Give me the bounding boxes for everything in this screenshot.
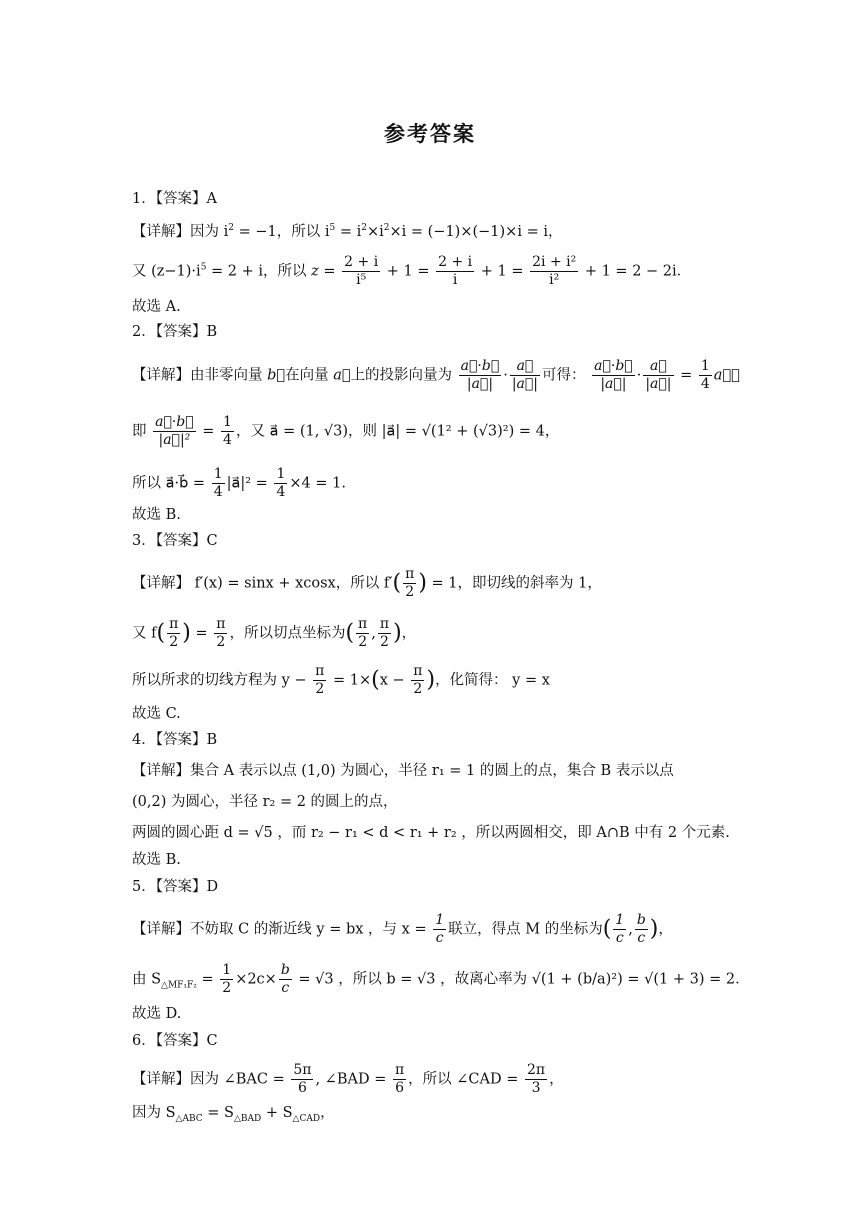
den: 2 [315, 681, 325, 697]
vec-b: b⃗ [267, 367, 286, 384]
page-title: 参考答案 [384, 122, 476, 146]
sup: 2 [383, 223, 390, 233]
q5-detail-line2 [132, 962, 750, 997]
text: ×i = (−1)×(−1)×i = i， [389, 223, 563, 240]
num: b [636, 912, 646, 928]
num: a⃗·b⃗ [460, 358, 500, 374]
den: |a⃗| [466, 376, 494, 392]
num: 5π [293, 1062, 312, 1078]
den: 4 [223, 432, 232, 448]
paren: ( [392, 570, 402, 596]
den: c [615, 930, 624, 946]
q4-answer: 4．【答案】B [132, 732, 218, 748]
num: π [216, 616, 226, 632]
num: 1 [435, 912, 445, 928]
num: π [379, 616, 390, 632]
paren: ) [418, 570, 427, 596]
text: a⃗， [713, 367, 740, 384]
fraction [525, 1062, 547, 1097]
paren: ) [393, 620, 402, 646]
text: 【详解】因为 i [132, 223, 229, 240]
text: ，所以切点坐标为 [229, 625, 346, 642]
num: 1 [213, 466, 223, 482]
paren: ) [426, 667, 436, 693]
fraction [699, 358, 712, 393]
den: 3 [531, 1080, 541, 1096]
var-z: z [311, 263, 319, 280]
paren: ) [649, 916, 659, 942]
text: 可得： [542, 367, 586, 384]
fraction [220, 962, 233, 997]
text: 又 (z−1)·i [132, 263, 201, 280]
text: = [197, 423, 220, 440]
den: 4 [700, 376, 710, 392]
fraction [279, 962, 292, 997]
sup: 5 [329, 223, 336, 233]
num: a⃗ [643, 358, 673, 376]
text: 联立，得点 M 的坐标为 [448, 921, 603, 938]
text: = [190, 625, 213, 642]
fraction [411, 663, 424, 698]
fraction [291, 1062, 313, 1097]
text: , ∠BAD = [315, 1071, 391, 1088]
q2-choice: 故选 B. [132, 507, 181, 523]
sup: 2 [361, 223, 367, 233]
num: π [413, 663, 423, 679]
fraction [212, 466, 225, 501]
q3-detail-line3 [132, 663, 550, 698]
text: 【详解】 f′(x) = sinx + xcosx，所以 f′ [132, 575, 393, 592]
text: = [675, 367, 697, 384]
text: ， [401, 625, 417, 642]
fraction [459, 358, 502, 393]
fraction [530, 254, 578, 289]
text: = −1，所以 i [233, 223, 330, 240]
q1-answer: 1．【答案】A [132, 191, 217, 207]
text: ， [549, 1071, 564, 1088]
q1-detail-line2 [132, 254, 691, 289]
den: i [452, 272, 458, 288]
den: |a⃗| [511, 376, 539, 392]
paren: ( [156, 620, 166, 646]
num: π [394, 1062, 405, 1078]
num: π [358, 616, 368, 632]
text: ×i [366, 223, 384, 240]
num: 1 [276, 466, 286, 482]
fraction [393, 1062, 406, 1097]
paren: ( [371, 667, 380, 693]
text: 即 [132, 423, 152, 440]
den: c [281, 980, 290, 996]
den: i² [549, 272, 560, 288]
q3-choice: 故选 C. [132, 706, 181, 722]
fraction [613, 912, 626, 947]
num: 1 [223, 414, 232, 430]
text: + 1 = 2 − 2i． [580, 263, 692, 280]
text: ， [320, 1105, 335, 1121]
text: 由 S [132, 971, 162, 988]
q4-detail-line1: 【详解】集合 A 表示以点 (1,0) 为圆心，半径 r₁ = 1 的圆上的点，集合 B 表示以点 [132, 763, 674, 779]
fraction [313, 663, 326, 698]
q5-answer: 5．【答案】D [132, 879, 219, 895]
text: ×2c× [235, 971, 277, 988]
paren: ( [345, 620, 355, 646]
text: = 1，即切线的斜率为 1， [426, 575, 602, 592]
sub: △MF₁F₂ [161, 980, 197, 991]
q1-detail-line1 [132, 218, 562, 242]
fraction [510, 358, 540, 393]
text: + 1 = [382, 263, 435, 280]
num: 2 + i [438, 254, 473, 270]
q5-choice: 故选 D. [132, 1006, 182, 1022]
text: 在向量 [285, 367, 334, 384]
fraction [167, 616, 180, 651]
fraction [592, 358, 635, 393]
fraction [433, 912, 446, 947]
text: + 1 = [476, 263, 529, 280]
den: |a⃗| [645, 376, 672, 392]
sub: △CAD [292, 1113, 321, 1124]
num: π [169, 616, 179, 632]
num: π [315, 663, 325, 679]
text: + S [261, 1105, 293, 1121]
text: 因为 S [132, 1105, 176, 1121]
fraction [342, 254, 380, 289]
q2-answer: 2．【答案】B [132, 324, 218, 340]
text: = [196, 971, 219, 988]
den: 4 [213, 484, 223, 500]
sub: △BAD [233, 1113, 262, 1124]
fraction [356, 616, 369, 651]
num: a⃗ [510, 358, 540, 376]
den: 2 [222, 980, 232, 996]
num: b [280, 962, 290, 978]
text: = 1× [328, 672, 372, 689]
den: c [637, 930, 646, 946]
text: = [318, 263, 341, 280]
text: ，所以 ∠CAD = [408, 1071, 523, 1088]
q6-detail-line1 [132, 1062, 564, 1097]
text: 【详解】因为 ∠BAC = [132, 1071, 290, 1088]
q4-detail-line2: (0,2) 为圆心，半径 r₂ = 2 的圆上的点， [132, 794, 398, 810]
num: a⃗·b⃗ [594, 358, 633, 374]
den: 2 [358, 634, 368, 650]
text: |a⃗|² = [226, 475, 273, 492]
text: ×4 = 1. [289, 475, 346, 492]
num: 1 [615, 912, 625, 928]
text: x − [379, 672, 410, 689]
q6-answer: 6．【答案】C [132, 1033, 218, 1049]
num: 2π [527, 1062, 546, 1078]
vec-a: a⃗ [333, 367, 351, 384]
text: ，又 a⃗ = (1, √3)，则 |a⃗| = √(1² + (√3)²) = 4， [235, 423, 560, 440]
den: 2 [216, 634, 226, 650]
q2-detail-line3 [132, 466, 346, 501]
fraction [403, 566, 416, 601]
q4-choice: 故选 B. [132, 852, 181, 868]
fraction [378, 616, 391, 651]
fraction [274, 466, 287, 501]
den: |a⃗|² [158, 432, 191, 448]
q3-detail-line1 [132, 566, 602, 601]
num: 2i + i² [532, 254, 577, 270]
q3-answer: 3．【答案】C [132, 533, 218, 549]
q1-choice: 故选 A. [132, 299, 181, 315]
sub: △ABC [175, 1113, 203, 1124]
text: 【详解】由非零向量 [132, 367, 268, 384]
paren: ) [182, 620, 191, 646]
text: = √3 ，所以 b = √3 ，故离心率为 √(1 + (b/a)²) = √(1 + 3) = 2． [293, 971, 750, 988]
text: ， [658, 921, 673, 938]
q4-detail-line3: 两圆的圆心距 d = √5 ，而 r₂ − r₁ < d < r₁ + r₂ ，所以两圆相交，即 A∩B 中有 2 个元素. [132, 825, 730, 841]
paren: ( [602, 916, 612, 942]
den: c [435, 930, 444, 946]
q5-detail-line1: 【详解】不妨取 C 的渐近线 y = bx ，与 x = $\frac{1}{c}$ 联立，得点 M 的坐标为( $\frac{1}{c}$ , $\frac{b}{c}$ )， [132, 912, 673, 946]
text: = i [335, 223, 362, 240]
den: 2 [169, 634, 179, 650]
text: = S [202, 1105, 234, 1121]
fraction [635, 912, 648, 947]
text: 【详解】不妨取 C 的渐近线 y = bx ，与 x = [132, 921, 432, 938]
text: 所以所求的切线方程为 y − [132, 672, 312, 689]
q2-detail-line1: 【详解】由非零向量 b⃗在向量 a⃗上的投影向量为 $\frac{a⃗\cdot b⃗}{|a⃗|}$ · $\frac{a⃗}{|a⃗|}$ 可得： $\frac{a⃗\cdot b⃗}{|a⃗|}$ · $\frac{a⃗}{|a⃗|}$ = $\frac{1}{4}$ a⃗， [132, 358, 740, 392]
num: 2 + i [344, 254, 379, 270]
text: 上的投影向量为 [350, 367, 453, 384]
sup: 5 [200, 262, 207, 273]
fraction [214, 616, 227, 651]
den: 2 [405, 584, 415, 600]
den: i⁵ [356, 272, 367, 288]
den: 2 [413, 681, 423, 697]
num: 1 [700, 358, 710, 374]
den: 6 [297, 1080, 307, 1096]
den: 2 [380, 634, 389, 650]
den: 4 [276, 484, 286, 500]
q2-detail-line2 [132, 414, 559, 449]
den: |a⃗| [600, 376, 627, 392]
num: a⃗·b⃗ [155, 414, 194, 430]
num: 1 [222, 962, 232, 978]
text: ，化简得： y = x [435, 672, 550, 689]
num: π [405, 566, 415, 582]
fraction [153, 414, 196, 449]
sup: 2 [228, 223, 234, 233]
q3-detail-line2: 又 f( $\frac{\pi}{2}$ ) = $\frac{\pi}{2}$ ，所以切点坐标为( $\frac{\pi}{2}$ , $\frac{\pi}{2}$ )， [132, 616, 417, 650]
text: 所以 a⃗·b⃗ = [132, 475, 210, 492]
fraction [221, 414, 234, 449]
q6-detail-line2 [132, 1103, 335, 1129]
text: 又 f [132, 625, 157, 642]
den: 6 [395, 1080, 405, 1096]
text: = 2 + i，所以 [206, 263, 312, 280]
fraction [643, 358, 673, 393]
fraction [436, 254, 474, 289]
